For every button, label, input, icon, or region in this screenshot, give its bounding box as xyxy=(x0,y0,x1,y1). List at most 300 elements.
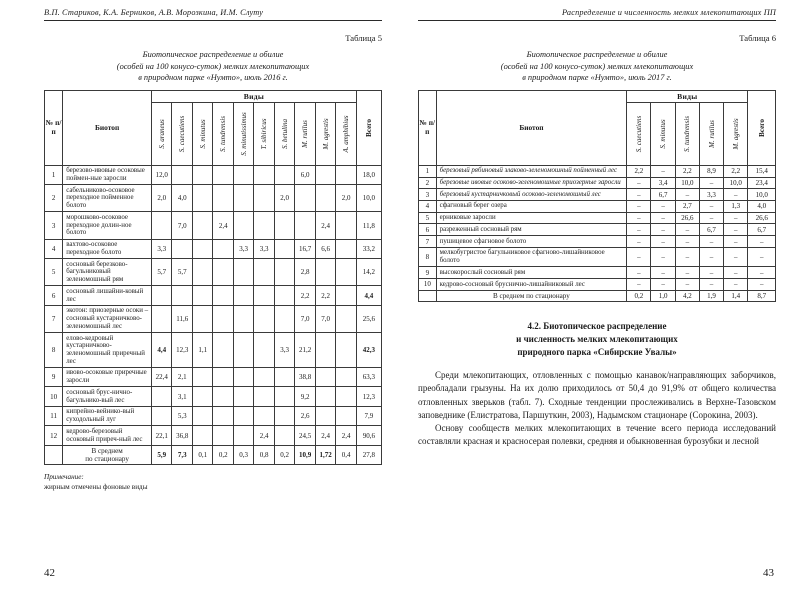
cell-value xyxy=(254,367,274,386)
table-row xyxy=(45,367,382,386)
cell-value: 7,0 xyxy=(295,305,315,332)
row-index: 6 xyxy=(419,224,437,236)
cell-value xyxy=(192,387,212,406)
average-row-label: В среднем по стационару xyxy=(436,290,627,301)
average-row-total: 8,7 xyxy=(748,290,776,301)
cell-value: 6,6 xyxy=(315,239,335,258)
cell-value xyxy=(254,387,274,406)
table5-title-line2: (особей на 100 конусо-суток) мелких млекопитающих xyxy=(116,61,310,71)
cell-value: – xyxy=(651,212,675,224)
average-cell-value: 5,9 xyxy=(152,445,172,464)
cell-value: – xyxy=(651,267,675,279)
cell-value: 2,8 xyxy=(295,259,315,286)
table-row xyxy=(45,406,382,425)
row-biotope: разреженный сосновый рям xyxy=(436,224,627,236)
table6-body xyxy=(419,165,776,301)
page-number-right: 43 xyxy=(763,567,774,579)
cell-value: – xyxy=(675,236,699,248)
cell-value xyxy=(213,165,233,184)
row-total: 25,6 xyxy=(356,305,381,332)
cell-value: 9,2 xyxy=(295,387,315,406)
row-index: 9 xyxy=(419,267,437,279)
cell-value: 2,4 xyxy=(315,426,335,445)
table-row xyxy=(419,165,776,177)
cell-value: 5,3 xyxy=(172,406,192,425)
cell-value xyxy=(233,367,253,386)
cell-value xyxy=(254,406,274,425)
cell-value xyxy=(192,367,212,386)
row-biotope: кедрово-березовый осоковый приреч-ный лес xyxy=(63,426,152,445)
cell-value: 2,2 xyxy=(627,165,651,177)
cell-value: 2,2 xyxy=(295,286,315,305)
cell-value: 2,0 xyxy=(274,185,294,212)
table6-title-line1: Биотопическое распределение и обилие xyxy=(526,50,668,59)
table-row xyxy=(45,165,382,184)
cell-value: 5,7 xyxy=(172,259,192,286)
cell-value xyxy=(152,406,172,425)
row-biotope: морошково-осоковое переходное долин-ное болото xyxy=(63,212,152,239)
cell-value: – xyxy=(627,279,651,291)
row-total: – xyxy=(748,279,776,291)
cell-value: – xyxy=(675,247,699,266)
average-cell-value: 1,72 xyxy=(315,445,335,464)
cell-value: – xyxy=(699,212,723,224)
section-heading-line1: 4.2. Биотопическое распределение xyxy=(527,321,667,332)
cell-value: – xyxy=(627,189,651,201)
row-index: 11 xyxy=(45,406,63,425)
row-biotope: березовый рябиновый злаково-зеленомошный пойменный лес xyxy=(436,165,627,177)
average-cell-value: 10,9 xyxy=(295,445,315,464)
cell-value: – xyxy=(651,247,675,266)
cell-value: 10,0 xyxy=(675,177,699,189)
cell-value: 3,1 xyxy=(172,387,192,406)
table-average-row xyxy=(419,290,776,301)
cell-value xyxy=(233,305,253,332)
table-average-row xyxy=(45,445,382,464)
cell-value xyxy=(192,426,212,445)
average-cell-value: 1,9 xyxy=(699,290,723,301)
row-biotope: кипрейно-вейнико-вый суходольный луг xyxy=(63,406,152,425)
cell-value xyxy=(274,367,294,386)
cell-value xyxy=(192,212,212,239)
row-index: 8 xyxy=(45,333,63,368)
row-biotope: вахтово-осоковое переходное болото xyxy=(63,239,152,258)
cell-value: 3,3 xyxy=(152,239,172,258)
cell-value xyxy=(254,259,274,286)
cell-value xyxy=(254,286,274,305)
table6-title xyxy=(418,49,776,84)
table6-species-1: S. minutus xyxy=(651,102,675,165)
cell-value xyxy=(315,333,335,368)
table6-head xyxy=(419,90,776,165)
table6-species-4: M. agrestis xyxy=(724,102,748,165)
table5-note-label: Примечание: xyxy=(44,473,84,482)
cell-value xyxy=(336,286,357,305)
cell-value xyxy=(233,185,253,212)
average-row-total: 27,8 xyxy=(356,445,381,464)
row-biotope: ерниковые заросли xyxy=(436,212,627,224)
cell-value: 22,1 xyxy=(152,426,172,445)
cell-value: – xyxy=(627,177,651,189)
table5 xyxy=(44,90,382,465)
table5-species-4: S. minutissimus xyxy=(233,102,253,165)
average-row-index xyxy=(419,290,437,301)
row-index: 4 xyxy=(45,239,63,258)
table5-header-biotop: Биотоп xyxy=(63,90,152,165)
table5-body xyxy=(45,165,382,464)
row-index: 3 xyxy=(419,189,437,201)
cell-value xyxy=(254,212,274,239)
table5-species-3: S. tundrensis xyxy=(213,102,233,165)
cell-value: – xyxy=(627,224,651,236)
page-number-left: 42 xyxy=(44,567,55,579)
cell-value: 1,3 xyxy=(724,200,748,212)
cell-value xyxy=(192,165,212,184)
table-row xyxy=(419,212,776,224)
cell-value xyxy=(254,333,274,368)
row-index: 6 xyxy=(45,286,63,305)
average-cell-value: 7,3 xyxy=(172,445,192,464)
cell-value xyxy=(254,165,274,184)
table-row xyxy=(45,333,382,368)
row-index: 5 xyxy=(419,212,437,224)
cell-value: – xyxy=(699,236,723,248)
table5-species-1: S. caecutiens xyxy=(172,102,192,165)
row-total: 11,8 xyxy=(356,212,381,239)
cell-value: 3,3 xyxy=(699,189,723,201)
cell-value: 12,0 xyxy=(152,165,172,184)
row-biotope: сабельниково-осоковое переходное пойменное болото xyxy=(63,185,152,212)
table-row xyxy=(45,286,382,305)
table6-head-row-1 xyxy=(419,90,776,102)
cell-value: 2,4 xyxy=(213,212,233,239)
table5-title xyxy=(44,49,382,84)
row-total: – xyxy=(748,267,776,279)
table-row xyxy=(419,189,776,201)
row-index: 2 xyxy=(45,185,63,212)
cell-value: – xyxy=(651,236,675,248)
cell-value xyxy=(274,406,294,425)
cell-value: – xyxy=(627,200,651,212)
cell-value xyxy=(315,387,335,406)
table5-head-row-1 xyxy=(45,90,382,102)
table-row xyxy=(419,236,776,248)
cell-value: 2,2 xyxy=(675,165,699,177)
cell-value xyxy=(254,305,274,332)
cell-value xyxy=(336,165,357,184)
row-biotope: сосновый лишайни-ковый лес xyxy=(63,286,152,305)
table-row xyxy=(45,387,382,406)
row-index: 2 xyxy=(419,177,437,189)
cell-value: – xyxy=(627,267,651,279)
row-index: 10 xyxy=(45,387,63,406)
cell-value xyxy=(233,286,253,305)
row-total: 42,3 xyxy=(356,333,381,368)
cell-value: – xyxy=(724,189,748,201)
cell-value: 8,9 xyxy=(699,165,723,177)
average-cell-value: 0,8 xyxy=(254,445,274,464)
table-row xyxy=(419,267,776,279)
row-total: 33,2 xyxy=(356,239,381,258)
row-index: 4 xyxy=(419,200,437,212)
cell-value: 5,7 xyxy=(152,259,172,286)
cell-value: – xyxy=(699,279,723,291)
cell-value: 2,2 xyxy=(315,286,335,305)
table6-header-total: Всего xyxy=(748,90,776,165)
cell-value xyxy=(172,286,192,305)
row-total: 4,0 xyxy=(748,200,776,212)
cell-value: 3,3 xyxy=(254,239,274,258)
cell-value xyxy=(213,426,233,445)
average-row-index xyxy=(45,445,63,464)
table5-species-9: A. amphibius xyxy=(336,102,357,165)
cell-value: – xyxy=(724,236,748,248)
cell-value xyxy=(192,185,212,212)
cell-value: 2,2 xyxy=(724,165,748,177)
cell-value: 4,4 xyxy=(152,333,172,368)
row-index: 1 xyxy=(45,165,63,184)
cell-value: – xyxy=(724,212,748,224)
table5-head xyxy=(45,90,382,165)
row-total: 26,6 xyxy=(748,212,776,224)
cell-value: 4,0 xyxy=(172,185,192,212)
cell-value: 24,5 xyxy=(295,426,315,445)
row-total: – xyxy=(748,236,776,248)
row-index: 9 xyxy=(45,367,63,386)
table5-species-0: S. araneus xyxy=(152,102,172,165)
row-total: 15,4 xyxy=(748,165,776,177)
table6-species-0: S. caecutiens xyxy=(627,102,651,165)
average-cell-value: 1,4 xyxy=(724,290,748,301)
cell-value xyxy=(274,387,294,406)
running-head-right: Распределение и численность мелких млекопитающих ПП xyxy=(418,8,776,21)
row-biotope: мелкобугристое багульниковое сфагново-лишайниковое болото xyxy=(436,247,627,266)
table-row xyxy=(419,279,776,291)
cell-value xyxy=(213,406,233,425)
cell-value xyxy=(213,305,233,332)
cell-value xyxy=(192,239,212,258)
row-index: 10 xyxy=(419,279,437,291)
cell-value: – xyxy=(699,267,723,279)
average-cell-value: 0,2 xyxy=(213,445,233,464)
cell-value xyxy=(336,367,357,386)
cell-value xyxy=(274,305,294,332)
cell-value xyxy=(233,333,253,368)
table5-species-6: S. betulina xyxy=(274,102,294,165)
cell-value: 11,6 xyxy=(172,305,192,332)
cell-value xyxy=(315,185,335,212)
row-index: 8 xyxy=(419,247,437,266)
cell-value: 2,4 xyxy=(336,426,357,445)
cell-value: 6,7 xyxy=(699,224,723,236)
row-biotope: кедрово-сосновый бруснично-лишайниковый лес xyxy=(436,279,627,291)
table6-species-3: M. rutilus xyxy=(699,102,723,165)
row-total: 18,0 xyxy=(356,165,381,184)
row-index: 7 xyxy=(45,305,63,332)
cell-value xyxy=(213,185,233,212)
table5-header-np: № п/п xyxy=(45,90,63,165)
row-total: 14,2 xyxy=(356,259,381,286)
row-biotope: сосновый брус-нично-багульнико-вый лес xyxy=(63,387,152,406)
row-biotope: березовый кустарничковый осоково-зеленомошный лес xyxy=(436,189,627,201)
row-index: 3 xyxy=(45,212,63,239)
cell-value: – xyxy=(724,267,748,279)
cell-value: 7,0 xyxy=(172,212,192,239)
row-biotope: березово-ивовые осоковые поймен-ные заросли xyxy=(63,165,152,184)
cell-value xyxy=(233,259,253,286)
cell-value: – xyxy=(699,200,723,212)
row-index: 7 xyxy=(419,236,437,248)
cell-value xyxy=(315,165,335,184)
table5-header-vidy: Виды xyxy=(152,90,357,102)
cell-value xyxy=(295,212,315,239)
row-total: 10,0 xyxy=(356,185,381,212)
cell-value: – xyxy=(675,189,699,201)
row-total: 23,4 xyxy=(748,177,776,189)
table6-number: Таблица 6 xyxy=(739,33,776,43)
cell-value: 2,6 xyxy=(295,406,315,425)
table-row xyxy=(45,212,382,239)
table-row xyxy=(419,247,776,266)
table5-species-5: T. sibiricus xyxy=(254,102,274,165)
row-biotope: экотон: приозерные осоки – сосновый кустарничково-зеленомошный лес xyxy=(63,305,152,332)
table6 xyxy=(418,90,776,302)
row-total: 4,4 xyxy=(356,286,381,305)
row-total: – xyxy=(748,247,776,266)
cell-value: 26,6 xyxy=(675,212,699,224)
cell-value: 2,0 xyxy=(152,185,172,212)
row-total: 12,3 xyxy=(356,387,381,406)
row-biotope: пушицевое сфагновое болото xyxy=(436,236,627,248)
table5-note-text: жирным отмечены фоновые виды xyxy=(44,483,148,492)
cell-value xyxy=(336,387,357,406)
table-row xyxy=(45,259,382,286)
cell-value xyxy=(274,212,294,239)
cell-value: – xyxy=(651,279,675,291)
cell-value: 36,8 xyxy=(172,426,192,445)
cell-value: 38,8 xyxy=(295,367,315,386)
table5-title-line3: в природном парке «Нумто», июль 2016 г. xyxy=(138,73,288,83)
cell-value: 12,3 xyxy=(172,333,192,368)
average-cell-value: 0,1 xyxy=(192,445,212,464)
right-page xyxy=(400,0,800,593)
table-row xyxy=(45,185,382,212)
table5-header-total: Всего xyxy=(356,90,381,165)
cell-value xyxy=(274,286,294,305)
cell-value xyxy=(213,367,233,386)
cell-value xyxy=(192,259,212,286)
table6-species-2: S. tundrensis xyxy=(675,102,699,165)
cell-value: 3,4 xyxy=(651,177,675,189)
cell-value: – xyxy=(675,279,699,291)
table-row xyxy=(419,224,776,236)
section-heading xyxy=(418,320,776,359)
row-total: 90,6 xyxy=(356,426,381,445)
cell-value xyxy=(295,185,315,212)
cell-value xyxy=(192,286,212,305)
table5-species-2: S. minutus xyxy=(192,102,212,165)
cell-value xyxy=(233,165,253,184)
row-biotope: сфагновый берег озера xyxy=(436,200,627,212)
body-paragraph-2: Основу сообществ мелких млекопитающих в течение всего периода исследований составляли красная и красносерая полевки, средняя и обыкновенная бурозубки и лесной xyxy=(418,423,776,447)
cell-value: – xyxy=(724,279,748,291)
table-row xyxy=(419,200,776,212)
row-biotope: елово-кедровый кустарничково-зеленомошный приречный лес xyxy=(63,333,152,368)
cell-value: – xyxy=(627,247,651,266)
table6-header-np: № п/п xyxy=(419,90,437,165)
cell-value xyxy=(152,305,172,332)
cell-value xyxy=(274,259,294,286)
cell-value: 7,0 xyxy=(315,305,335,332)
cell-value xyxy=(315,367,335,386)
cell-value: – xyxy=(724,224,748,236)
table6-header-vidy: Виды xyxy=(627,90,748,102)
cell-value: 2,7 xyxy=(675,200,699,212)
row-biotope: березовые ивовые осоково-зеленомошные приозерные заросли xyxy=(436,177,627,189)
table-row xyxy=(45,426,382,445)
table-row xyxy=(45,239,382,258)
row-index: 1 xyxy=(419,165,437,177)
cell-value xyxy=(336,305,357,332)
average-row-label: В среднем по стационару xyxy=(63,445,152,464)
cell-value xyxy=(274,165,294,184)
table6-title-line2: (особей на 100 конусо-суток) мелких млекопитающих xyxy=(500,61,694,71)
cell-value: – xyxy=(724,247,748,266)
cell-value xyxy=(233,212,253,239)
cell-value xyxy=(233,426,253,445)
cell-value: – xyxy=(651,224,675,236)
cell-value: – xyxy=(699,177,723,189)
row-total: 10,0 xyxy=(748,189,776,201)
cell-value: 1,1 xyxy=(192,333,212,368)
cell-value: 10,0 xyxy=(724,177,748,189)
cell-value xyxy=(213,387,233,406)
cell-value xyxy=(336,259,357,286)
table-row xyxy=(45,305,382,332)
average-cell-value: 0,3 xyxy=(233,445,253,464)
table6-header-biotop: Биотоп xyxy=(436,90,627,165)
row-biotope: ивово-осоковые приречные заросли xyxy=(63,367,152,386)
table5-species-7: M. rutilus xyxy=(295,102,315,165)
average-cell-value: 1,0 xyxy=(651,290,675,301)
cell-value: 2,0 xyxy=(336,185,357,212)
cell-value: 3,3 xyxy=(274,333,294,368)
cell-value xyxy=(213,259,233,286)
cell-value xyxy=(192,406,212,425)
cell-value xyxy=(274,239,294,258)
cell-value: – xyxy=(699,247,723,266)
body-paragraph-1: Среди млекопитающих, отловленных с помощью канавок/направляющих заборчиков, преобладали грызуны. На их долю приходилось от 50,4 до 91,9% от общего количества отловленных зверьков (табл. 7). Сходные тенденции прослеживались в Верхне-Тазовском заповеднике (Елистратова, Паршуткин, 2003), Надымском стационаре (Сорокина, 2003). xyxy=(418,370,776,420)
table5-title-line1: Биотопическое распределение и обилие xyxy=(142,50,284,59)
cell-value xyxy=(336,406,357,425)
average-cell-value: 4,2 xyxy=(675,290,699,301)
table-row xyxy=(419,177,776,189)
section-heading-line3: природного парка «Сибирские Увалы» xyxy=(517,347,677,358)
cell-value xyxy=(336,212,357,239)
cell-value: 21,2 xyxy=(295,333,315,368)
cell-value xyxy=(336,333,357,368)
cell-value xyxy=(315,259,335,286)
cell-value xyxy=(213,239,233,258)
cell-value xyxy=(336,239,357,258)
cell-value xyxy=(152,212,172,239)
cell-value: 2,1 xyxy=(172,367,192,386)
cell-value xyxy=(233,406,253,425)
cell-value xyxy=(315,406,335,425)
cell-value: 22,4 xyxy=(152,367,172,386)
row-biotope: сосновый березково-багульниковый зеленомошный рям xyxy=(63,259,152,286)
cell-value: 2,4 xyxy=(254,426,274,445)
